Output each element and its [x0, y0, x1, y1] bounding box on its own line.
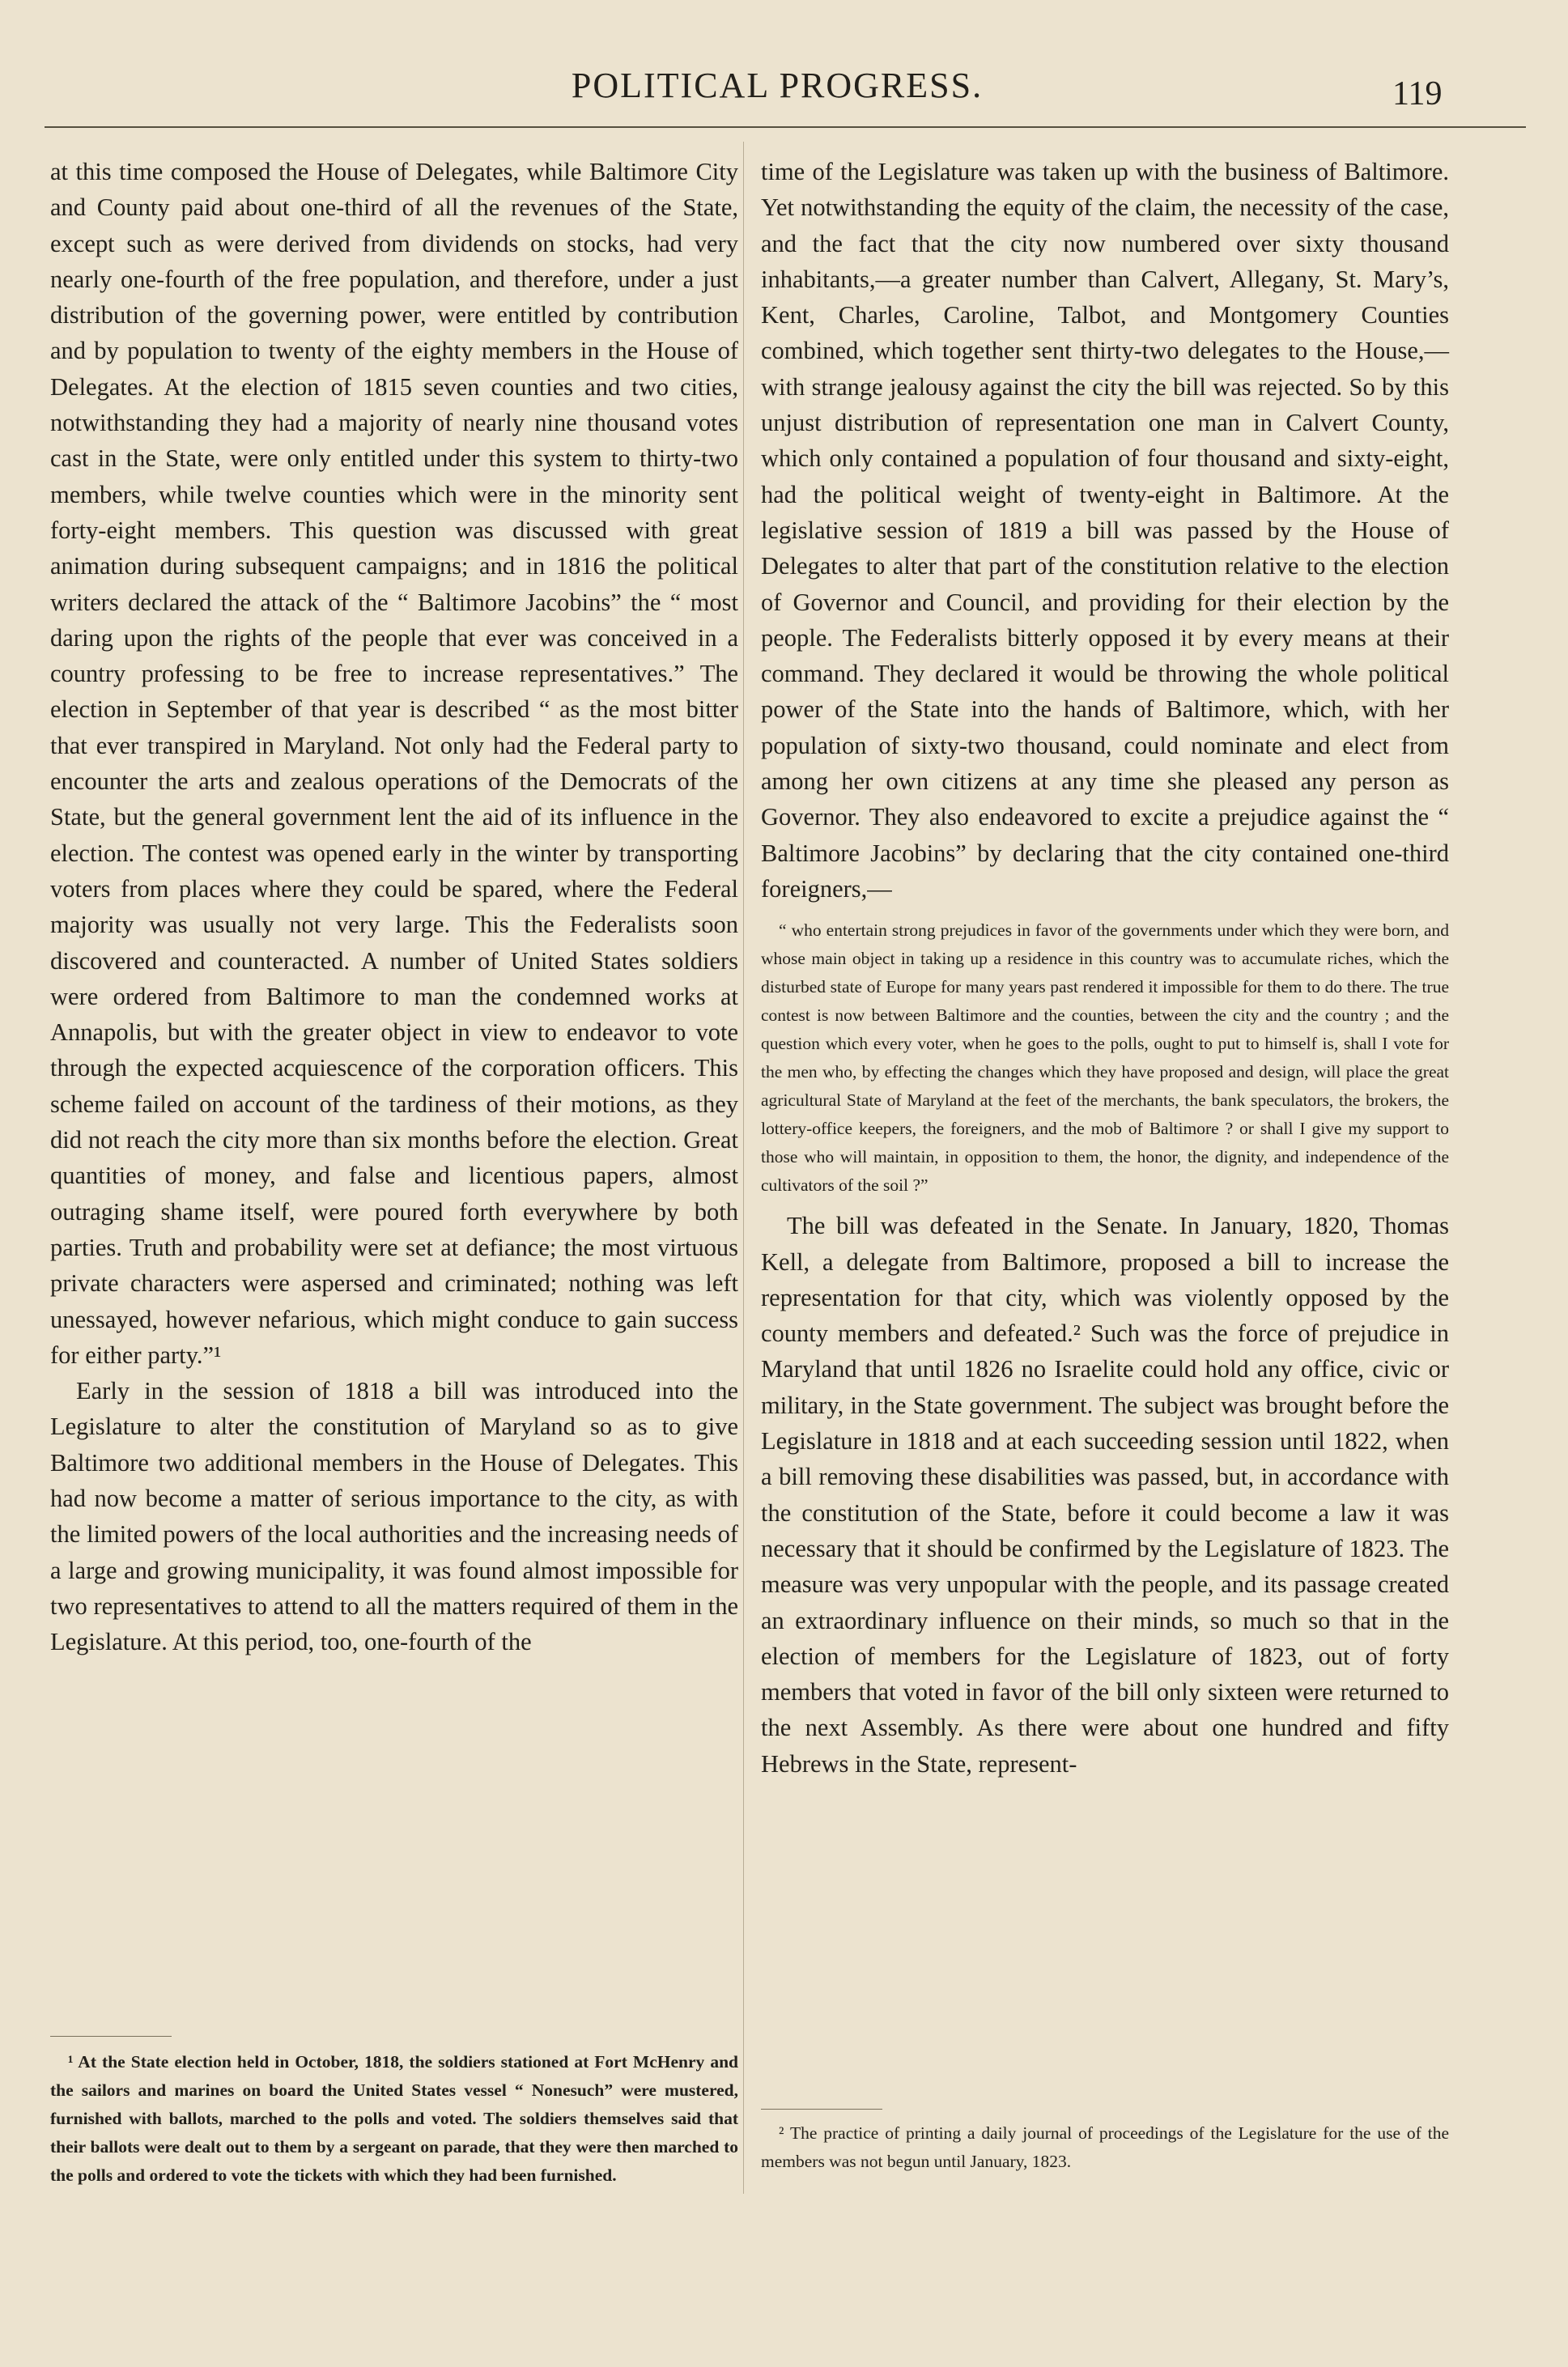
- page-header: [0, 65, 1568, 130]
- footnote-rule: [761, 2109, 882, 2110]
- footnote-rule: [50, 2036, 172, 2037]
- right-column: [761, 154, 1449, 1782]
- running-head: POLITICAL PROGRESS.: [571, 66, 984, 105]
- footnote-2: ² The practice of printing a daily journal of proceedings of the Legislature for the use of the members was not begun until January, 1823.: [761, 2123, 1449, 2171]
- body-paragraph: at this time composed the House of Delegates, while Baltimore City and County paid about one-third of all the revenues of the State, except such as were derived from dividends on stocks, had very nearly one-fourth of the free population, and therefore, under a just distribution of the governing power, were entitled by contribution and by population to twenty of the eighty members in the House of Delegates. At the election of 1815 seven counties and two cities, notwithstanding they had a majority of nearly nine thousand votes cast in the State, were only entitled under this system to thirty-two members, while twelve counties which were in the minority sent forty-eight members. This question was discussed with great animation during subsequent campaigns; and in 1816 the political writers declared the attack of the “ Baltimore Jacobins” the “ most daring upon the rights of the people that ever was conceived in a country professing to be free to increase representatives.” The election in September of that year is described “ as the most bitter that ever transpired in Maryland. Not only had the Federal party to encounter the arts and zealous operations of the Democrats of the State, but the general government lent the aid of its influence in the election. The contest was opened early in the winter by transporting voters from places where they could be spared, where the Federal majority was usually not very large. This the Federalists soon discovered and counteracted. A number of United States soldiers were ordered from Baltimore to man the condemned works at Annapolis, but with the greater object in view to endeavor to vote through the expected acquiescence of the corporation officers. This scheme failed on account of the tardiness of their motions, as they did not reach the city more than six months before the election. Great quantities of money, and false and licentious papers, almost outraging shame itself, were poured forth everywhere by both parties. Truth and probability were set at defiance; the most virtuous private characters were aspersed and criminated; nothing was left unessayed, however nefarious, which might conduce to gain success for either party.”¹: [50, 158, 738, 1369]
- column-divider: [743, 142, 744, 2194]
- footnote-1: ¹ At the State election held in October, 1818, the soldiers stationed at Fort McHenry and the sailors and marines on board the United States vessel “ Nonesuch” were mustered, furnished with ballots, marched to the polls and voted. The soldiers themselves said that their ballots were dealt out to them by a sergeant on parade, that they were then marched to the polls and ordered to vote the tickets with which they had been furnished.: [50, 2052, 738, 2185]
- block-quote: “ who entertain strong prejudices in favor of the governments under which they were born, and whose main object in taking up a residence in this country was to accumulate riches, which the disturbed state of Europe for many years past rendered it impossible for them to do there. The true contest is now between Baltimore and the counties, between the city and the country ; and the question which every voter, when he goes to the polls, ought to put to himself is, shall I vote for the men who, by effecting the changes which they have proposed and design, will place the great agricultural State of Maryland at the feet of the merchants, the bank speculators, the brokers, the lottery-office keepers, the foreigners, and the mob of Baltimore ? or shall I give my support to those who will maintain, in opposition to them, the honor, the dignity, and independence of the cultivators of the soil ?”: [761, 920, 1449, 1196]
- left-column: [50, 154, 738, 1659]
- body-paragraph: The bill was defeated in the Senate. In January, 1820, Thomas Kell, a delegate from Baltimore, proposed a bill to increase the representation for that city, which was violently opposed by the county members and defeated.² Such was the force of prejudice in Maryland that until 1826 no Israelite could hold any office, civic or military, in the State government. The subject was brought before the Legislature in 1818 and at each succeeding session until 1822, when a bill removing these disabilities was passed, but, in accordance with the constitution of the State, before it could become a law it was necessary that it should be confirmed by the Legislature of 1823. The measure was very unpopular with the people, and its passage created an extraordinary influence on their minds, so much so that in the election of members for the Legislature of 1823, out of forty members that voted in favor of the bill only sixteen were returned to the next Assembly. As there were about one hundred and fifty Hebrews in the State, represent-: [761, 1212, 1449, 1778]
- body-paragraph: Early in the session of 1818 a bill was introduced into the Legislature to alter the constitution of Maryland so as to give Baltimore two additional members in the House of Delegates. This had now become a matter of serious importance to the city, as with the limited powers of the local authorities and the increasing needs of a large and growing municipality, it was found almost impossible for two representatives to attend to all the matters required of them in the Legislature. At this period, too, one-fourth of the: [50, 1377, 738, 1656]
- body-paragraph: time of the Legislature was taken up with the business of Baltimore. Yet notwithstanding the equity of the claim, the necessity of the case, and the fact that the city now numbered over sixty thousand inhabitants,—a greater number than Calvert, Allegany, St. Mary’s, Kent, Charles, Caroline, Talbot, and Montgomery Counties combined, which together sent thirty-two delegates to the House,—with strange jealousy against the city the bill was rejected. So by this unjust distribution of representation one man in Calvert County, which only contained a population of four thousand and sixty-eight, had the political weight of twenty-eight in Baltimore. At the legislative session of 1819 a bill was passed by the House of Delegates to alter that part of the constitution relative to the election of Governor and Council, and providing for their election by the people. The Federalists bitterly opposed it by every means at their command. They declared it would be throwing the whole political power of the State into the hands of Baltimore, which, with her population of sixty-two thousand, could nominate and elect from among her own citizens at any time she pleased any person as Governor. They also endeavored to excite a prejudice against the “ Baltimore Jacobins” by declaring that the city contained one-third foreigners,—: [761, 158, 1449, 903]
- header-rule: [45, 126, 1526, 128]
- page-number: 119: [1392, 75, 1443, 113]
